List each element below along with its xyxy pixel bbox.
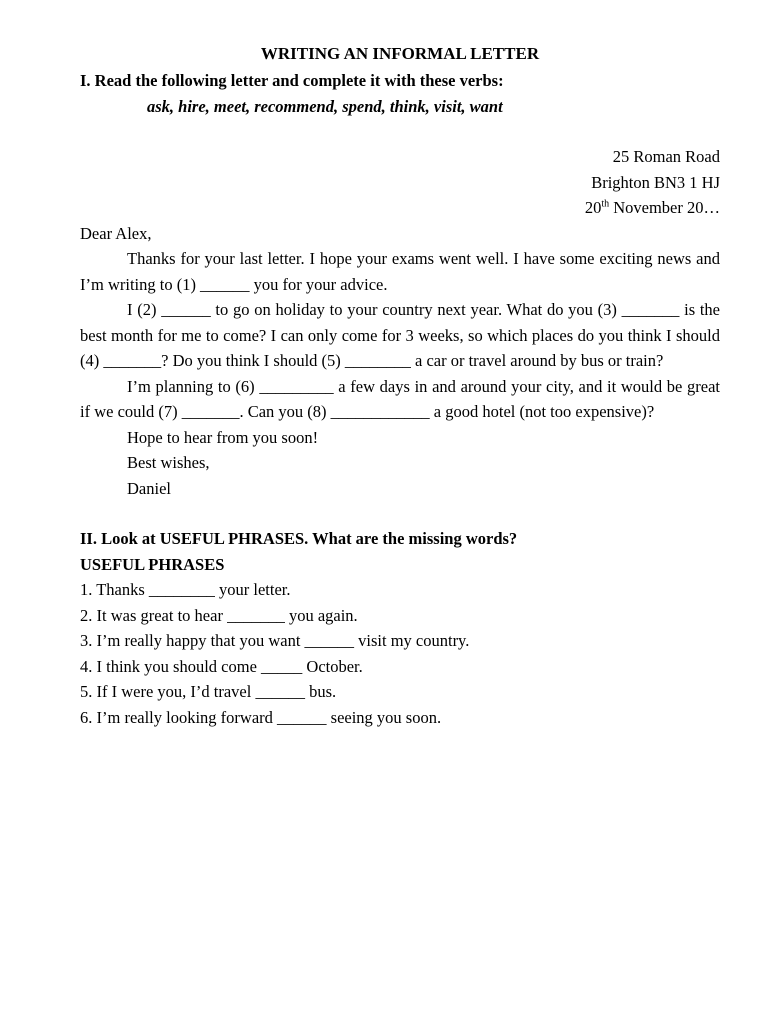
useful-phrases-heading: USEFUL PHRASES	[80, 554, 225, 574]
address-street: 25 Roman Road	[612, 147, 720, 166]
letter-paragraph-2: I (2) ______ to go on holiday to your country next year. What do you (3) _______ is the best month for me to come? I can only come for 3 weeks, so which places do you think I should (4) _______? Do you think I should (5) ________ a car or travel around by bus or train?	[80, 300, 720, 370]
page-title: WRITING AN INFORMAL LETTER	[260, 44, 540, 63]
phrase-list	[80, 577, 720, 730]
date-day: 20	[584, 198, 602, 217]
date-rest: November 20…	[609, 198, 720, 217]
section-spacer	[80, 501, 720, 526]
phrase-item: 3. I’m really happy that you want ______ visit my country.	[80, 631, 470, 650]
phrase-item: 5. If I were you, I’d travel ______ bus.	[80, 682, 337, 701]
address-city: Brighton BN3 1 HJ	[591, 172, 720, 192]
section1-heading: I. Read the following letter and complete it with these verbs:	[80, 71, 504, 90]
verb-list: ask, hire, meet, recommend, spend, think, visit, want	[147, 96, 503, 116]
phrase-item: 1. Thanks ________ your letter.	[80, 580, 291, 599]
letter-paragraph-3: I’m planning to (6) _________ a few days in and around your city, and it would be great if we could (7) _______. Can you (8) ____________ a good hotel (not too expensive)?	[80, 376, 720, 421]
phrase-item: 4. I think you should come _____ October.	[80, 656, 363, 676]
phrase-item: 6. I’m really looking forward ______ seeing you soon.	[80, 707, 442, 727]
phrase-item: 2. It was great to hear _______ you again.	[80, 605, 358, 625]
section2-heading: II. Look at USEFUL PHRASES. What are the missing words?	[80, 529, 518, 548]
sender-address	[80, 144, 720, 221]
date-suffix: th	[601, 198, 610, 210]
letter-closing-line: Hope to hear from you soon!	[127, 427, 319, 447]
letter-date	[80, 195, 720, 221]
letter-sign-off: Best wishes,	[127, 453, 210, 472]
letter-signature: Daniel	[127, 478, 171, 498]
letter-paragraph-1: Thanks for your last letter. I hope your exams went well. I have some exciting news and I’m writing to (1) ______ you for your advice.	[80, 249, 720, 294]
letter-greeting: Dear Alex,	[80, 223, 152, 243]
